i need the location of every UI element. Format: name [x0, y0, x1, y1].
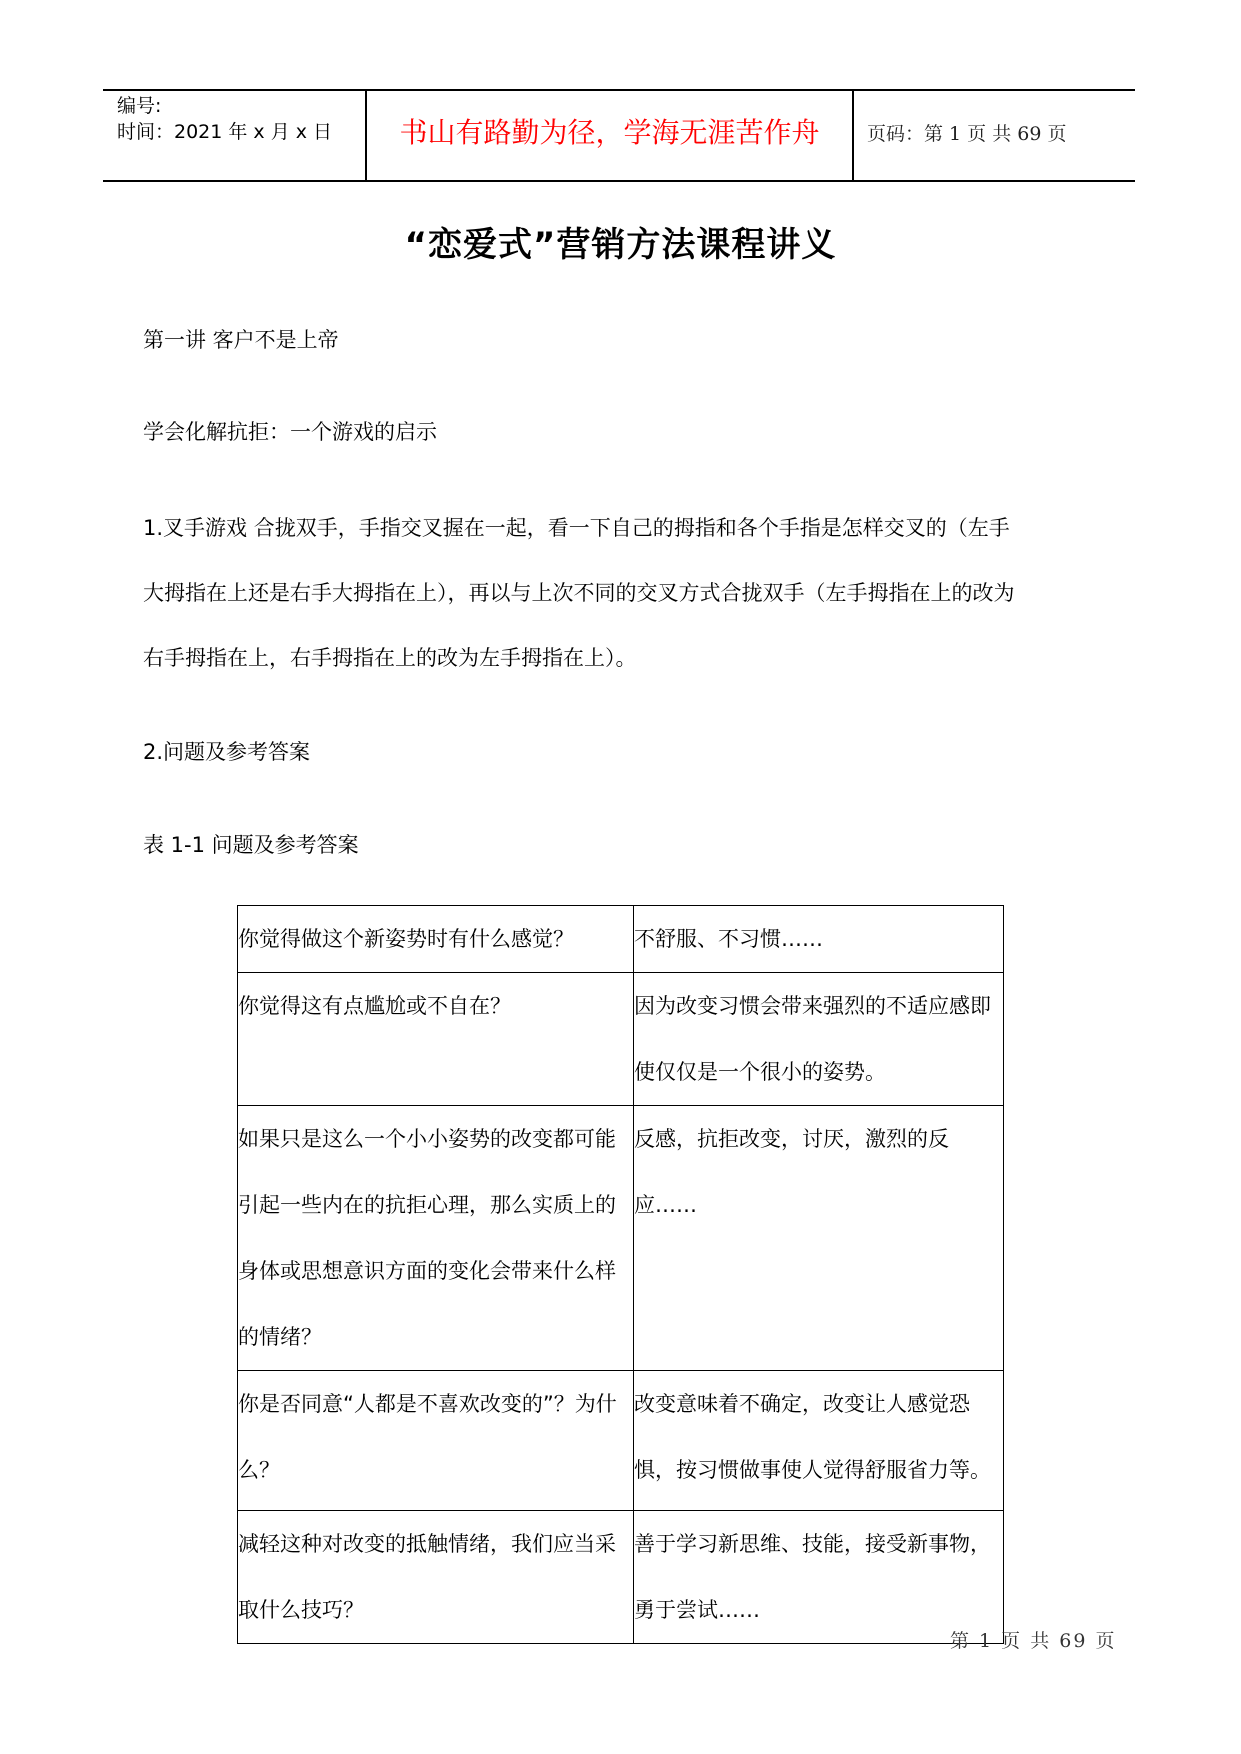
question-cell: 你是否同意“人都是不喜欢改变的”？为什么？ — [238, 1371, 634, 1511]
table-row — [238, 906, 1004, 973]
table-row — [238, 1511, 1004, 1644]
header-page-number: 页码：第 1 页 共 69 页 — [867, 123, 1067, 145]
subheading: 2.问题及参考答案 — [143, 740, 311, 764]
answer-cell: 反感，抗拒改变，讨厌，激烈的反应…… — [634, 1106, 1004, 1371]
table-row — [238, 1106, 1004, 1371]
table-caption: 表 1-1 问题及参考答案 — [143, 833, 359, 857]
question-cell: 如果只是这么一个小小姿势的改变都可能引起一些内在的抗拒心理，那么实质上的身体或思想意识方面的变化会带来什么样的情绪？ — [238, 1106, 634, 1371]
header-page-cell — [854, 91, 1135, 180]
section-heading: 学会化解抗拒：一个游戏的启示 — [143, 420, 437, 444]
header-info-cell — [103, 91, 367, 180]
paragraph-line: 1.叉手游戏 合拢双手，手指交叉握在一起，看一下自己的拇指和各个手指是怎样交叉的（左手 — [143, 516, 1010, 540]
header-motto: 书山有路勤为径，学海无涯苦作舟 — [399, 116, 820, 149]
answer-cell: 不舒服、不习惯…… — [634, 906, 1004, 973]
table-row — [238, 973, 1004, 1106]
lecture-heading: 第一讲 客户不是上帝 — [143, 328, 339, 352]
table-row — [238, 1371, 1004, 1511]
document-title: “恋爱式”营销方法课程讲义 — [404, 225, 837, 265]
qa-table — [237, 905, 1004, 1644]
answer-cell: 善于学习新思维、技能，接受新事物，勇于尝试…… — [634, 1511, 1004, 1644]
page-header — [103, 89, 1135, 182]
answer-cell: 因为改变习惯会带来强烈的不适应感即使仅仅是一个很小的姿势。 — [634, 973, 1004, 1106]
paragraph-line: 大拇指在上还是右手大拇指在上），再以与上次不同的交叉方式合拢双手（左手拇指在上的改为 — [143, 581, 1015, 605]
document-id-label: 编号: — [117, 95, 162, 117]
header-motto-cell — [367, 91, 854, 180]
question-cell: 你觉得做这个新姿势时有什么感觉？ — [238, 906, 634, 973]
question-cell: 减轻这种对改变的抵触情绪，我们应当采取什么技巧？ — [238, 1511, 634, 1644]
paragraph-line: 右手拇指在上，右手拇指在上的改为左手拇指在上）。 — [143, 646, 637, 670]
page-footer-number: 第 1 页 共 69 页 — [950, 1630, 1117, 1652]
answer-cell: 改变意味着不确定，改变让人感觉恐惧，按习惯做事使人觉得舒服省力等。 — [634, 1371, 1004, 1511]
document-date-label: 时间：2021 年 x 月 x 日 — [117, 121, 333, 143]
question-cell: 你觉得这有点尴尬或不自在？ — [238, 973, 634, 1106]
